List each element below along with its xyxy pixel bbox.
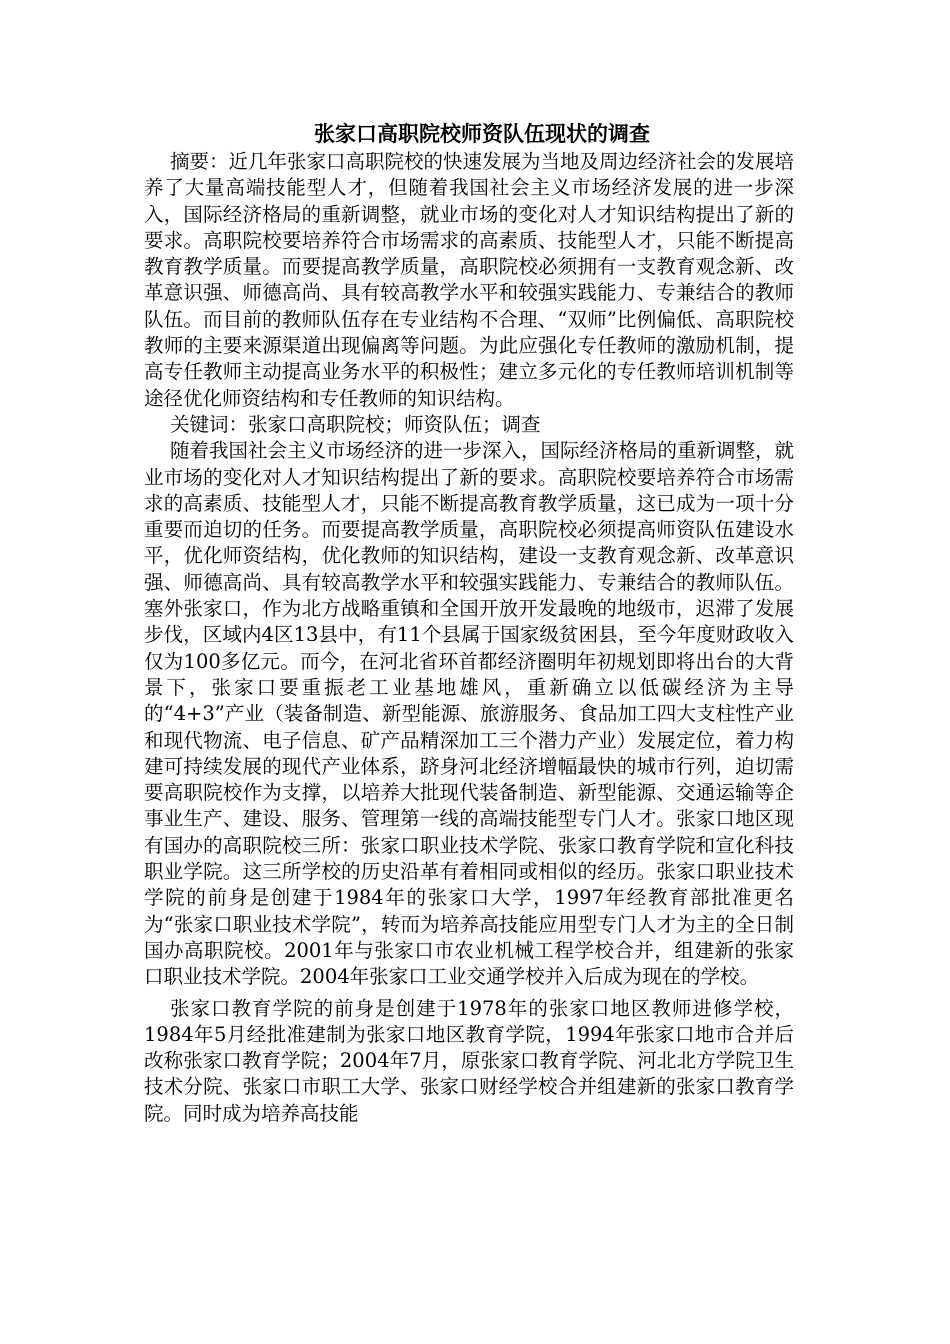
document-title: 张家口高职院校师资队伍现状的调查: [314, 121, 650, 146]
body-paragraph: 张家口教育学院的前身是创建于1978年的张家口地区教师进修学校，1984年5月经批准建制为张家口地区教育学院，1994年张家口地市合并后改称张家口教育学院；2004年7月，原张家口教育学院、河北北方学院卫生技术分院、张家口市职工大学、张家口财经学校合并组建新的张家口教育学院。同时成为培养高技能: [144, 996, 794, 1125]
document-page: [144, 119, 794, 1127]
body-paragraph: 随着我国社会主义市场经济的进一步深入，国际经济格局的重新调整，就业市场的变化对人才知识结构提出了新的要求。高职院校要培养符合市场需求的高素质、技能型人才，只能不断提高教育教学质量，这已成为一项十分重要而迫切的任务。而要提高教学质量，高职院校必须提高师资队伍建设水平，优化师资结构，优化教师的知识结构，建设一支教育观念新、改革意识强、师德高尚、具有较高教学水平和较强实践能力、专兼结合的教师队伍。塞外张家口，作为北方战略重镇和全国开放开发最晚的地级市，迟滞了发展步伐，区域内4区13县中，有11个县属于国家级贫困县，至今年度财政收入仅为100多亿元。而今，在河北省环首都经济圈明年初规划即将出台的大背景下，张家口要重振老工业基地雄风，重新确立以低碳经济为主导的“4+3”产业（装备制造、新型能源、旅游服务、食品加工四大支柱性产业和现代物流、电子信息、矿产品精深加工三个潜力产业）发展定位，着力构建可持续发展的现代产业体系，跻身河北经济增幅最快的城市行列，迫切需要高职院校作为支撑，以培养大批现代装备制造、新型能源、交通运输等企事业生产、建设、服务、管理第一线的高端技能型专门人才。张家口地区现有国办的高职院校三所：张家口职业技术学院、张家口教育学院和宣化科技职业学院。这三所学校的历史沿革有着相同或相似的经历。张家口职业技术学院的前身是创建于1984年的张家口大学，1997年经教育部批准更名为“张家口职业技术学院”，转而为培养高技能应用型专门人才为主的全日制国办高职院校。2001年与张家口市农业机械工程学校合并，组建新的张家口职业技术学院。2004年张家口工业交通学校并入后成为现在的学校。: [144, 439, 795, 989]
keywords-paragraph: 关键词：张家口高职院校；师资队伍；调查: [170, 412, 541, 436]
abstract-paragraph: 摘要：近几年张家口高职院校的快速发展为当地及周边经济社会的发展培养了大量高端技能型人才，但随着我国社会主义市场经济发展的进一步深入，国际经济格局的重新调整，就业市场的变化对人才知识结构提出了新的要求。高职院校要培养符合市场需求的高素质、技能型人才，只能不断提高教育教学质量。而要提高教学质量，高职院校必须拥有一支教育观念新、改革意识强、师德高尚、具有较高教学水平和较强实践能力、专兼结合的教师队伍。而目前的教师队伍存在专业结构不合理、“双师”比例偏低、高职院校教师的主要来源渠道出现偏离等问题。为此应强化专任教师的激励机制，提高专任教师主动提高业务水平的积极性；建立多元化的专任教师培训机制等途径优化师资结构和专任教师的知识结构。: [144, 150, 795, 410]
